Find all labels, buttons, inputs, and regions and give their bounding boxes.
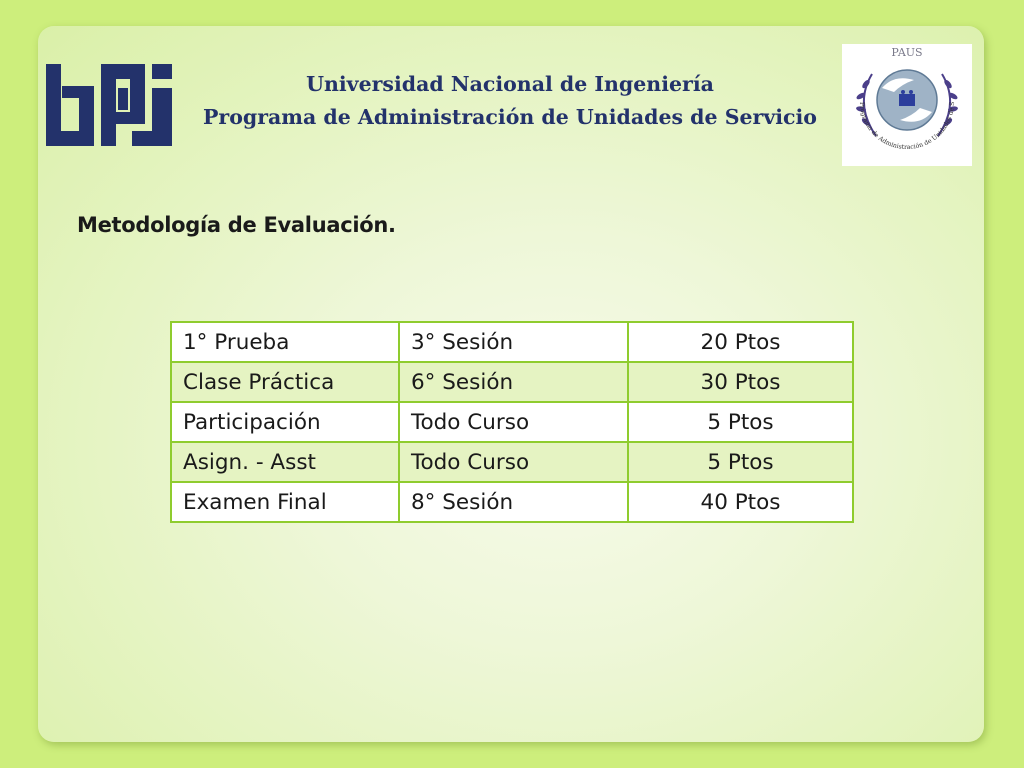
activity-cell: 1° Prueba [171, 322, 399, 362]
table-row [171, 402, 853, 442]
points-cell: 30 Ptos [628, 362, 853, 402]
session-cell: Todo Curso [399, 402, 628, 442]
activity-cell: Asign. - Asst [171, 442, 399, 482]
points-cell: 5 Ptos [628, 442, 853, 482]
paus-logo-icon [842, 44, 972, 166]
session-cell: Todo Curso [399, 442, 628, 482]
paus-abbr: PAUS [891, 46, 923, 59]
uni-logo-icon [46, 64, 172, 146]
activity-cell: Participación [171, 402, 399, 442]
table-row [171, 322, 853, 362]
paus-ring-text: Programa de Administración de Unidades de S [857, 101, 957, 152]
points-cell: 40 Ptos [628, 482, 853, 522]
session-cell: 3° Sesión [399, 322, 628, 362]
session-cell: 8° Sesión [399, 482, 628, 522]
evaluation-table [170, 321, 854, 523]
points-cell: 20 Ptos [628, 322, 853, 362]
points-cell: 5 Ptos [628, 402, 853, 442]
page-title: Metodología de Evaluación. [77, 213, 396, 237]
activity-cell: Examen Final [171, 482, 399, 522]
session-cell: 6° Sesión [399, 362, 628, 402]
table-row [171, 362, 853, 402]
table-row [171, 482, 853, 522]
university-name: Universidad Nacional de Ingeniería [306, 72, 714, 96]
program-name: Programa de Administración de Unidades de Servicio [203, 105, 817, 129]
institution-header [180, 68, 840, 134]
table-row [171, 442, 853, 482]
activity-cell: Clase Práctica [171, 362, 399, 402]
